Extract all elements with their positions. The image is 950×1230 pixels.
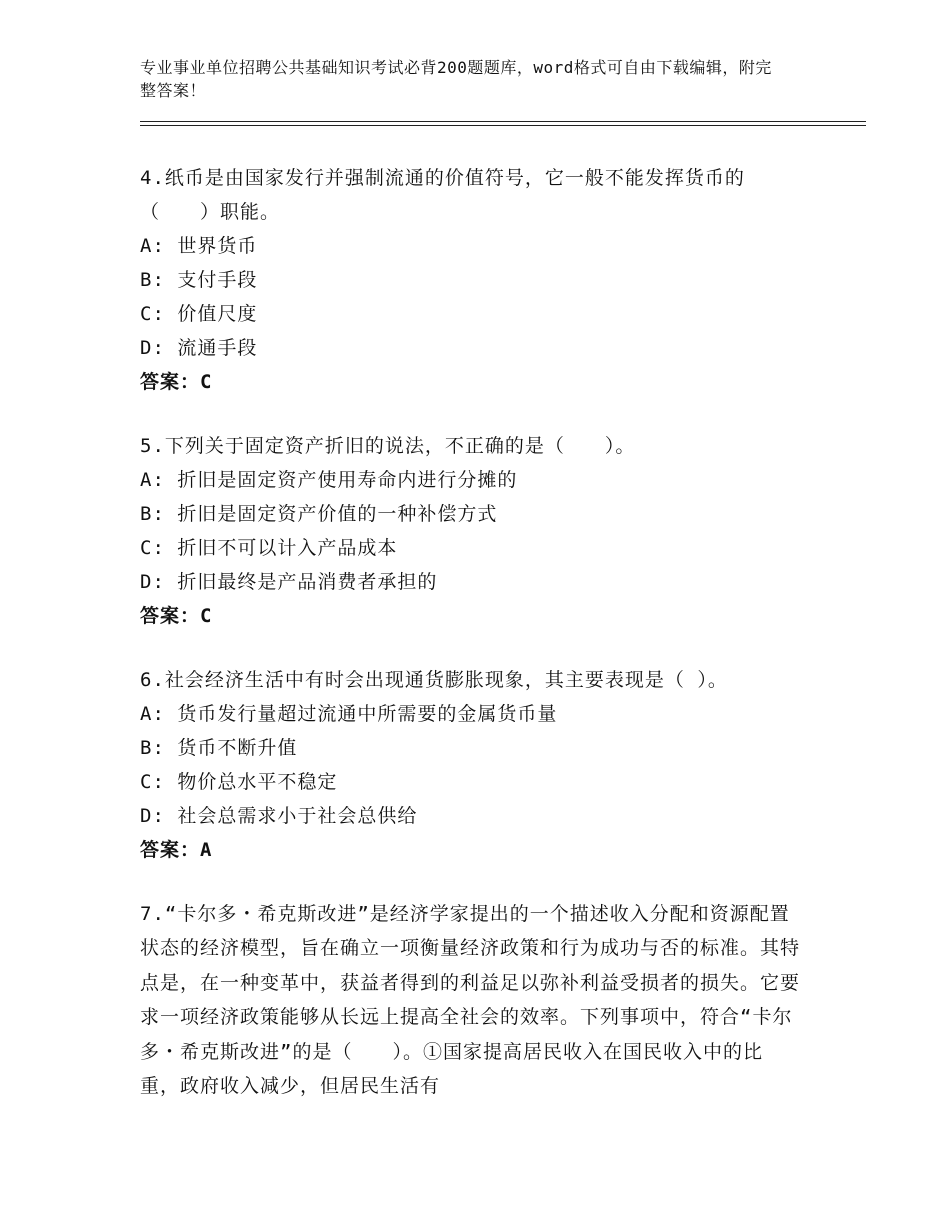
option-b: B: 货币不断升值 [140,737,298,759]
option-a: A: 折旧是固定资产使用寿命内进行分摊的 [140,469,518,491]
answer: 答案：A [140,839,213,861]
question-text: 5.下列关于固定资产折旧的说法，不正确的是（ ）。 [140,435,636,457]
question-7 [140,897,800,1103]
question-4 [140,161,800,399]
option-a: A: 世界货币 [140,235,258,257]
question-5 [140,429,800,633]
page-header: 专业事业单位招聘公共基础知识考试必背200题题库，word格式可自由下载编辑，附完整答案！ [140,58,772,100]
option-d: D: 社会总需求小于社会总供给 [140,805,418,827]
option-b: B: 折旧是固定资产价值的一种补偿方式 [140,503,498,525]
question-text: 4.纸币是由国家发行并强制流通的价值符号，它一般不能发挥货币的（ ）职能。 [140,167,745,223]
option-c: C: 折旧不可以计入产品成本 [140,537,398,559]
option-d: D: 折旧最终是产品消费者承担的 [140,571,438,593]
answer: 答案：C [140,371,213,393]
option-a: A: 货币发行量超过流通中所需要的金属货币量 [140,703,558,725]
question-6 [140,663,800,867]
question-list [140,161,800,1133]
header-divider [140,121,866,126]
option-c: C: 价值尺度 [140,303,258,325]
option-c: C: 物价总水平不稳定 [140,771,338,793]
option-b: B: 支付手段 [140,269,258,291]
answer: 答案：C [140,605,213,627]
question-text: 6.社会经济生活中有时会出现通货膨胀现象，其主要表现是（ ）。 [140,669,728,691]
option-d: D: 流通手段 [140,337,258,359]
question-text: 7.“卡尔多・希克斯改进”是经济学家提出的一个描述收入分配和资源配置状态的经济模型，旨在确立一项衡量经济政策和行为成功与否的标准。其特点是，在一种变革中，获益者得到的利益足以弥补利益受损者的损失。它要求一项经济政策能够从长远上提高全社会的效率。下列事项中，符合“卡尔多・希克斯改进”的是（ ）。①国家提高居民收入在国民收入中的比重，政府收入减少，但居民生活有 [140,903,801,1098]
